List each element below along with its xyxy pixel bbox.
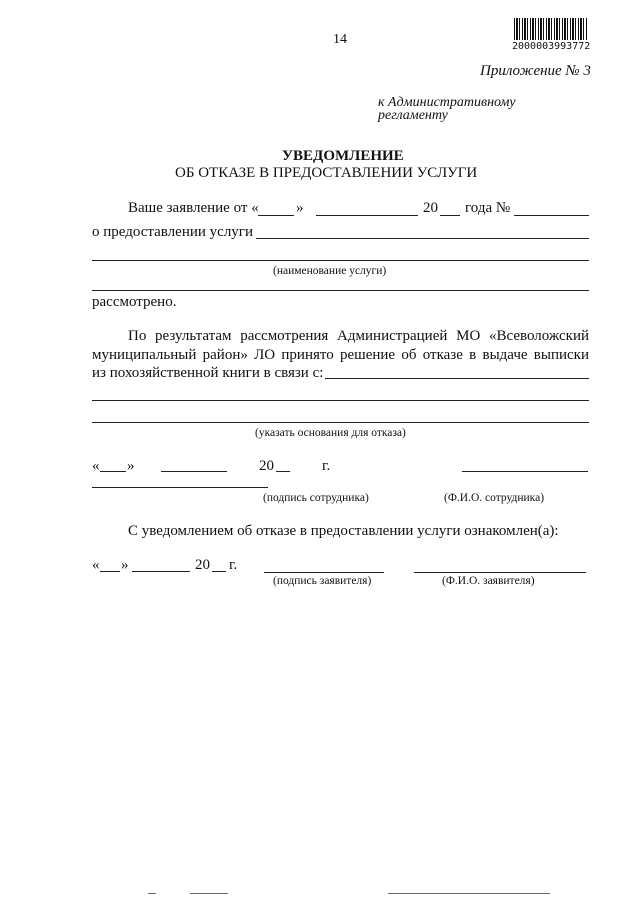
applicant-name-caption: (Ф.И.О. заявителя) — [442, 575, 535, 587]
employee-signature-field[interactable] — [92, 487, 268, 488]
decision-line-3: из похозяйственной книги в связи с: — [92, 365, 324, 381]
service-name-caption: (наименование услуги) — [273, 265, 387, 277]
decision-line-2: муниципальный район» ЛО принято решение об отказе в выдаче выписки — [92, 347, 589, 363]
reason-field-3[interactable] — [92, 422, 589, 423]
employee-date-year-prefix: 20 — [259, 458, 274, 474]
applicant-date-year-prefix: 20 — [195, 557, 210, 573]
decision-line-1: По результатам рассмотрения Администрацией МО «Всеволожский — [128, 328, 589, 344]
service-provision-label: о предоставлении услуги — [92, 224, 253, 240]
page-number: 14 — [333, 32, 347, 47]
appendix-label: Приложение № 3 — [480, 63, 591, 79]
footer-mark-right — [388, 893, 550, 894]
applicant-signature-caption: (подпись заявителя) — [273, 575, 372, 587]
reason-field-2[interactable] — [92, 400, 589, 401]
acknowledgement-text: С уведомлением об отказе в предоставлении услуги ознакомлен(а): — [128, 523, 559, 539]
service-name-field-1[interactable] — [256, 238, 589, 239]
application-quote-close: » — [296, 200, 304, 216]
employee-name-caption: (Ф.И.О. сотрудника) — [444, 492, 545, 504]
applicant-date-close: » — [121, 557, 129, 573]
regulation-ref-line1: к Административному — [378, 95, 516, 110]
application-year-prefix: 20 — [423, 200, 438, 216]
service-name-field-2[interactable] — [92, 260, 589, 261]
applicant-name-field[interactable] — [414, 572, 586, 573]
employee-date-month-field[interactable] — [161, 471, 227, 472]
employee-date-open: « — [92, 458, 100, 474]
regulation-ref-line2: регламенту — [378, 108, 448, 123]
reviewed-text: рассмотрено. — [92, 294, 177, 310]
applicant-date-month-field[interactable] — [132, 571, 190, 572]
footer-mark-left-short — [148, 893, 156, 894]
application-day-field[interactable] — [258, 215, 294, 216]
barcode-number: 2000003993772 — [512, 41, 591, 52]
applicant-signature-field[interactable] — [264, 572, 384, 573]
reason-caption: (указать основания для отказа) — [255, 427, 406, 439]
employee-date-year-field[interactable] — [276, 471, 290, 472]
application-year-field[interactable] — [440, 215, 460, 216]
footer-mark-left — [190, 893, 228, 894]
application-month-field[interactable] — [316, 215, 418, 216]
barcode-image — [514, 18, 588, 40]
applicant-date-year-field[interactable] — [212, 571, 226, 572]
applicant-date-open: « — [92, 557, 100, 573]
employee-signature-caption: (подпись сотрудника) — [263, 492, 369, 504]
applicant-date-day-field[interactable] — [100, 571, 120, 572]
reason-field-1[interactable] — [325, 378, 589, 379]
employee-date-close: » — [127, 458, 135, 474]
document-subtitle: ОБ ОТКАЗЕ В ПРЕДОСТАВЛЕНИИ УСЛУГИ — [175, 165, 478, 181]
document-title: УВЕДОМЛЕНИЕ — [282, 148, 404, 164]
employee-name-field[interactable] — [462, 471, 588, 472]
application-number-field[interactable] — [514, 215, 589, 216]
employee-date-year-unit: г. — [322, 458, 331, 474]
employee-date-day-field[interactable] — [100, 471, 126, 472]
service-name-field-3[interactable] — [92, 290, 589, 291]
application-from-label: Ваше заявление от « — [128, 200, 259, 216]
application-number-label: года № — [465, 200, 511, 216]
applicant-date-year-unit: г. — [229, 557, 238, 573]
